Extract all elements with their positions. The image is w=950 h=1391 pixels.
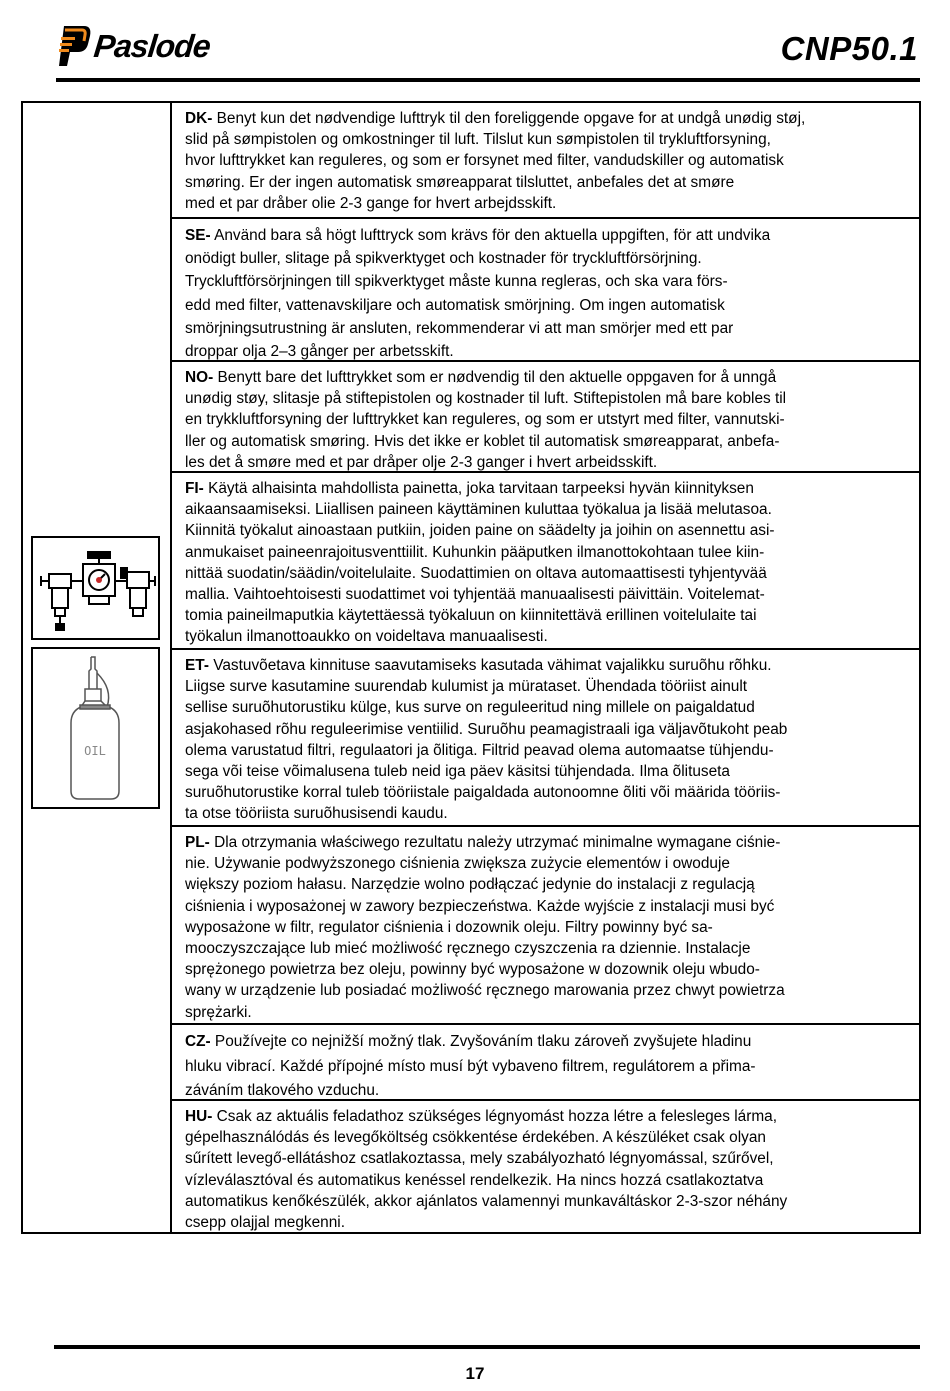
text-line: ciśnienia i wyposażonej w zawory bezpieczeństwa. Każde wyjście z instalacji musi być	[185, 897, 775, 915]
text-line: sprężonego powietrza bez oleju, powinny być wyposażone w dozownik oleju wbudo-	[185, 961, 760, 979]
text-line: vízleválasztóval és automatikus kenéssel rendelkezik. Ha nincs hozzá csatlakoztatva	[185, 1171, 764, 1189]
text-line: automatikus kenőkészülék, akkor ajánlatos valamennyi munkaváltáskor 2-3-szor néhány	[185, 1192, 788, 1210]
lang-code: SE-	[185, 227, 211, 245]
block-dk	[172, 103, 919, 219]
text-line: Kiinnitä työkalut ainoastaan putkiin, joiden paine on säädelty ja joihin on asennettu asi-	[185, 522, 775, 540]
oil-bottle-figure	[31, 647, 160, 809]
block-no	[172, 362, 919, 473]
text-line: nittää suodatin/säädin/voitelulaite. Suodattimien on oltava automaattisesti tyhjentyvää	[185, 564, 767, 582]
text-line: anmukaiset paineenrajoitusventtiilit. Kuhunkin pääputken ilmanottokohtaan tulee kiin-	[185, 543, 765, 561]
text-column	[172, 103, 919, 1232]
text-line: Använd bara så högt lufttryck som krävs för den aktuella uppgiften, för att undvika	[210, 227, 771, 245]
text-line: työkalun ilmanottoaukko on voideltava manuaalisesti.	[185, 628, 548, 646]
oil-bottle-icon	[33, 649, 158, 807]
footer-divider	[54, 1345, 920, 1349]
text-line: asjakohased rõhu reguleerimise ventiilid. Suruõhu peamagistraali iga väljavõtukoht peab	[185, 720, 788, 738]
text-line: ller og automatisk smøring. Hvis det ikke er koblet til automatisk smøreapparat, anbefa-	[185, 432, 780, 450]
lang-code: HU-	[185, 1108, 213, 1126]
lang-code: ET-	[185, 657, 209, 675]
text-line: Tryckluftförsörjningen till spikverktyget måste kunna regleras, och ska vara förs-	[185, 273, 728, 291]
text-line: sega või teise võimalusena tuleb neid iga päev käsitsi tühjendada. Ilma õlituseta	[185, 763, 730, 781]
lang-code: DK-	[185, 110, 213, 127]
block-fi	[172, 473, 919, 650]
text-line: unødig støy, slitasje på stiftepistolen og kostnader til luft. Stiftepistolen må bare kobles til	[185, 390, 787, 408]
text-line: smøring. Er der ingen automatisk smøreapparat tilsluttet, anbefales det at smøre	[185, 173, 735, 191]
text-line: ta otse tööriista suruõhusisendi kaudu.	[185, 805, 448, 823]
text-line: Dla otrzymania właściwego rezultatu należy utrzymać minimalne wymagane ciśnie-	[209, 834, 781, 852]
text-line: hvor lufttrykket kan reguleres, og som er forsynet med filter, vandudskiller og automatisk	[185, 152, 784, 170]
block-hu	[172, 1101, 919, 1236]
lang-code: PL-	[185, 834, 210, 852]
text-line: aikaansaamiseksi. Liiallisen paineen käyttäminen kuluttaa työkalua ja lisää melutasoa.	[185, 501, 772, 519]
text-line: olema varustatud filtri, regulaatori ja õlitiga. Filtrid peavad olema automaatse tühjendu-	[185, 741, 774, 759]
block-se	[172, 219, 919, 362]
text-line: sűrített levegő-ellátáshoz csatlakoztassa, mely szabályozható légnyomással, szűrővel,	[185, 1150, 774, 1168]
text-line: suruõhutorustike korral tuleb tööriistale paigaldada autonoomne õliti või määrida tööriis-	[185, 784, 781, 802]
text-line: tomia paineilmaputkia käytettäessä työkaluun on kiinnitettävä erillinen voitelulaite tai	[185, 607, 757, 625]
text-line: nie. Używanie podwyższonego ciśnienia zwiększa zużycie elementów i owoduje	[185, 855, 730, 873]
text-line: mallia. Vaihtoehtoisesti suodattimet voi tyhjentää manuaalisesti päivittäin. Voitelemat-	[185, 586, 765, 604]
text-line: sprężarki.	[185, 1003, 252, 1021]
block-cz	[172, 1025, 919, 1101]
paslode-logo	[58, 22, 210, 70]
text-line: Vastuvõetava kinnituse saavutamiseks kasutada vähimat vajalikku suruõhu rõhku.	[208, 657, 772, 675]
text-line: większy poziom hałasu. Narzędzie wolno podłączać jedynie do instalacji z regulacją	[185, 876, 755, 894]
brand-name: Paslode	[92, 27, 212, 64]
text-line: Liigse surve kasutamine suurendab kulumist ja mürataset. Ühendada tööriist ainult	[185, 678, 748, 696]
text-line: smörjningsutrustning är ansluten, rekommenderar vi att man smörjer med ett par	[185, 319, 734, 337]
text-line: Benytt bare det lufttrykket som er nødvendig til den aktuelle oppgaven for å unngå	[213, 369, 777, 387]
text-line: slid på sømpistolen og omkostninger til luft. Tilslut kun sømpistolen til trykluftforsyning,	[185, 131, 771, 149]
block-et	[172, 650, 919, 827]
oil-label: OIL	[84, 744, 106, 758]
text-line: wany w urządzenie lub posiadać możliwość ręcznego marowania przez chwyt powietrza	[185, 982, 785, 1000]
paslode-p-mark-icon	[58, 22, 92, 70]
block-pl	[172, 827, 919, 1025]
text-line: hluku vibrací. Každé přípojné místo musí být vybaveno filtrem, regulátorem a přima-	[185, 1057, 756, 1075]
text-line: sellise suruõhutorustiku külge, kus surve on reguleeritud ning millele on paigaldatud	[185, 699, 755, 717]
text-line: csepp olajjal megkenni.	[185, 1214, 345, 1232]
text-line: en trykkluftforsyning der lufttrykket kan reguleres, og som er utstyrt med filter, vannutski-	[185, 411, 785, 429]
text-line: Používejte co nejnižší možný tlak. Zvyšováním tlaku zároveň zvyšujete hladinu	[210, 1033, 752, 1051]
lang-code: CZ-	[185, 1033, 211, 1051]
text-line: med et par dråber olie 2-3 gange for hvert arbejdsskift.	[185, 194, 557, 212]
content-table	[21, 101, 921, 1234]
page-number: 17	[465, 1364, 485, 1383]
text-line: Csak az aktuális feladathoz szükséges légnyomást hozza létre a felesleges lárma,	[212, 1108, 777, 1126]
figure-column	[23, 103, 172, 1232]
text-line: onödigt buller, slitage på spikverktyget och kostnader för tryckluftförsörjning.	[185, 250, 702, 268]
header-divider	[56, 78, 920, 82]
lang-code: NO-	[185, 369, 214, 387]
page-header	[0, 0, 950, 90]
filter-regulator-lubricator-icon	[33, 538, 158, 638]
model-number: CNP50.1	[780, 30, 918, 67]
text-line: wyposażone w filtr, regulator ciśnienia i dozownik oleju. Filtry powinny być sa-	[185, 918, 713, 936]
lang-code: FI-	[185, 480, 204, 498]
text-line: edd med filter, vattenavskiljare och automatisk smörjning. Om ingen automatisk	[185, 296, 725, 314]
text-line: mooczyszczające lub mieć możliwość ręcznego czyszczenia ra dziennie. Instalacje	[185, 940, 751, 958]
filter-regulator-lubricator-figure	[31, 536, 160, 640]
text-line: droppar olja 2–3 gånger per arbetsskift.	[185, 343, 454, 361]
text-line: les det å smøre med et par dråper olje 2-3 ganger i hvert arbeidsskift.	[185, 453, 658, 471]
text-line: záváním tlakového vzduchu.	[185, 1082, 380, 1100]
text-line: gépelhasználódás és levegőköltség csökkentése érdekében. A készüléket csak olyan	[185, 1129, 766, 1147]
text-line: Käytä alhaisinta mahdollista painetta, joka tarvitaan tarpeeksi hyvän kiinnityksen	[203, 480, 754, 498]
text-line: Benyt kun det nødvendige lufttryk til den foreliggende opgave for at undgå unødig støj,	[212, 110, 806, 127]
